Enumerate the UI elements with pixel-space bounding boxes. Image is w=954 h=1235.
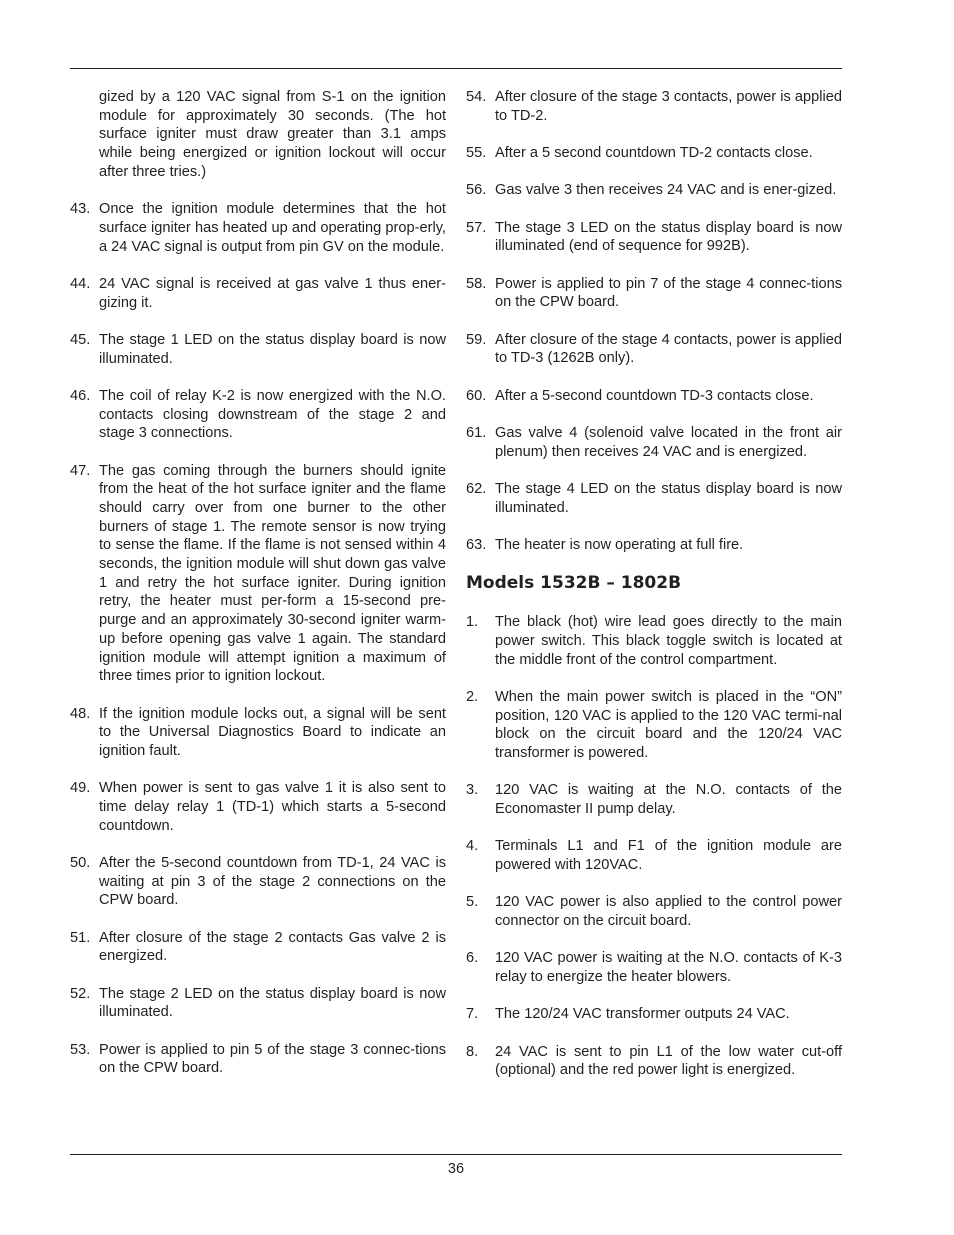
step-text: The coil of relay K-2 is now energized with the N.O. contacts closing downstream of the stage 2 and stage 3 connections.: [99, 387, 446, 442]
continued-paragraph: gized by a 120 VAC signal from S-1 on the ignition module for approximately 30 seconds. (The hot surface igniter must draw greater than 3.1 amps while being energized or ignition lockout will occur after three tries.): [99, 89, 446, 180]
step-text: Once the ignition module determines that the hot surface igniter has heated up and operating prop-erly, a 24 VAC signal is output from pin GV on the module.: [99, 201, 446, 255]
step-item: [466, 144, 842, 163]
right-column: [466, 88, 842, 1099]
step-text: After a 5-second countdown TD-3 contacts close.: [495, 387, 814, 404]
step-text: 24 VAC is sent to pin L1 of the low water cut-off (optional) and the red power light is energized.: [495, 1043, 842, 1079]
step-text: After closure of the stage 3 contacts, power is applied to TD-2.: [495, 89, 842, 124]
step-item: [70, 985, 446, 1022]
step-text: Gas valve 4 (solenoid valve located in the front air plenum) then receives 24 VAC and is energized.: [495, 424, 842, 460]
step-number: 55.: [466, 145, 487, 161]
step-item: [466, 1005, 842, 1024]
step-text: The gas coming through the burners should ignite from the heat of the hot surface igniter and the flame should carry over from one burner to the other burners of stage 1. The remote sensor is now trying to sense the flame. If the flame is not sensed within 4 seconds, the ignition module will shut down gas valve 1 and retry the hot surface igniter. During ignition retry, the heater must per-form a 15-second pre-purge and an approximately 30-second igniter warm-up before opening gas valve 1 again. The standard ignition module will attempt ignition a maximum of three times prior to ignition lockout.: [99, 462, 446, 685]
step-text: Terminals L1 and F1 of the ignition module are powered with 120VAC.: [495, 838, 842, 873]
step-number: 43.: [70, 201, 91, 218]
step-item: [70, 387, 446, 443]
step-item: [466, 424, 842, 461]
step-number: 53.: [70, 1041, 91, 1058]
step-item: [70, 462, 446, 686]
step-item: [466, 88, 842, 125]
step-item: [466, 949, 842, 986]
step-number: 50.: [70, 854, 91, 871]
step-text: The stage 4 LED on the status display board is now illuminated.: [495, 480, 842, 516]
step-number: 52.: [70, 985, 91, 1002]
step-text: After closure of the stage 2 contacts Gas valve 2 is energized.: [99, 929, 446, 965]
step-text: After closure of the stage 4 contacts, power is applied to TD-3 (1262B only).: [495, 331, 842, 367]
step-item: [466, 781, 842, 818]
header-rule: [70, 68, 842, 69]
step-text: The black (hot) wire lead goes directly to the main power switch. This black toggle switch is located at the middle front of the control compartment.: [495, 614, 842, 668]
step-text: The 120/24 VAC transformer outputs 24 VAC.: [495, 1006, 790, 1023]
step-number: 5.: [466, 894, 479, 911]
step-item: [70, 779, 446, 835]
step-item: [466, 275, 842, 312]
step-item: [70, 331, 446, 368]
step-number: 8.: [466, 1043, 479, 1060]
step-number: 44.: [70, 275, 91, 292]
step-item: [70, 854, 446, 910]
step-text: Power is applied to pin 7 of the stage 4 connec-tions on the CPW board.: [495, 275, 842, 311]
step-number: 63.: [466, 536, 487, 553]
step-text: After a 5 second countdown TD-2 contacts close.: [495, 145, 813, 161]
step-text: When the main power switch is placed in the “ON” position, 120 VAC is applied to the 120 VAC termi-nal block on the circuit board and the 120/24 VAC transformer is powered.: [495, 688, 842, 761]
step-item: [466, 480, 842, 517]
step-item: [466, 893, 842, 930]
step-item: [466, 613, 842, 669]
step-item: [466, 536, 842, 555]
step-number: 60.: [466, 387, 487, 404]
step-text: The stage 2 LED on the status display board is now illuminated.: [99, 985, 446, 1021]
step-number: 48.: [70, 705, 91, 722]
step-item: [70, 275, 446, 312]
step-item: [70, 929, 446, 966]
step-number: 57.: [466, 219, 487, 236]
step-text: 24 VAC signal is received at gas valve 1 thus ener-gizing it.: [99, 275, 446, 311]
step-text: The heater is now operating at full fire.: [495, 536, 744, 553]
step-number: 46.: [70, 387, 91, 404]
step-item: [466, 1043, 842, 1080]
step-item: [70, 705, 446, 761]
step-number: 56.: [466, 182, 487, 199]
step-text: After the 5-second countdown from TD-1, 24 VAC is waiting at pin 3 of the stage 2 connections on the CPW board.: [99, 854, 446, 909]
step-number: 47.: [70, 462, 91, 479]
step-number: 7.: [466, 1006, 479, 1023]
step-number: 62.: [466, 480, 487, 497]
step-item: [466, 219, 842, 256]
step-number: 45.: [70, 331, 91, 348]
page-number: 36: [447, 1161, 465, 1177]
step-number: 61.: [466, 424, 487, 441]
step-number: 49.: [70, 780, 91, 797]
step-item: [70, 200, 446, 256]
step-text: 120 VAC is waiting at the N.O. contacts of the Economaster II pump delay.: [495, 782, 842, 817]
section-heading: Models 1532B – 1802B: [466, 573, 682, 594]
step-item: [466, 837, 842, 874]
step-text: When power is sent to gas valve 1 it is also sent to time delay relay 1 (TD-1) which starts a 5-second countdown.: [99, 780, 446, 834]
step-number: 59.: [466, 331, 487, 348]
step-text: 120 VAC power is also applied to the control power connector on the circuit board.: [495, 894, 842, 929]
left-column: [70, 88, 446, 1097]
step-text: The stage 3 LED on the status display board is now illuminated (end of sequence for 992B).: [495, 219, 842, 255]
step-number: 2.: [466, 688, 479, 705]
step-item: [466, 181, 842, 200]
step-number: 3.: [466, 782, 479, 799]
left-step-list: [70, 200, 446, 1078]
step-number: 58.: [466, 275, 487, 292]
step-number: 51.: [70, 929, 91, 946]
step-text: 120 VAC power is waiting at the N.O. contacts of K-3 relay to energize the heater blowers.: [495, 950, 842, 985]
step-text: Power is applied to pin 5 of the stage 3 connec-tions on the CPW board.: [99, 1041, 446, 1077]
step-item: [466, 688, 842, 763]
step-number: 1.: [466, 614, 479, 631]
model-step-list: [466, 613, 842, 1080]
step-number: 4.: [466, 838, 479, 855]
footer-rule: [70, 1154, 842, 1155]
step-text: If the ignition module locks out, a signal will be sent to the Universal Diagnostics Board to indicate an ignition fault.: [99, 705, 446, 759]
step-item: [70, 1041, 446, 1078]
step-text: The stage 1 LED on the status display board is now illuminated.: [99, 331, 446, 367]
step-text: Gas valve 3 then receives 24 VAC and is ener-gized.: [495, 182, 837, 199]
step-item: [466, 331, 842, 368]
right-step-list: [466, 88, 842, 555]
step-number: 54.: [466, 89, 487, 105]
step-number: 6.: [466, 950, 479, 967]
step-item: [466, 387, 842, 406]
